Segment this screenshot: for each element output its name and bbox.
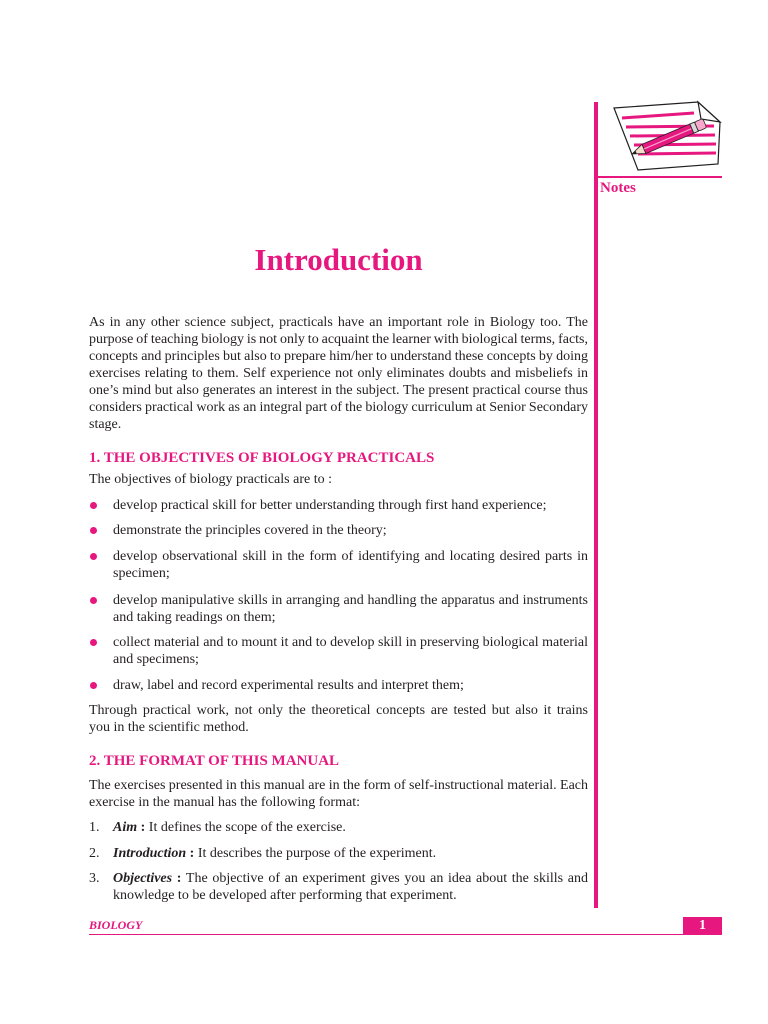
objective-line: specimen; xyxy=(113,565,170,581)
item-number: 2. xyxy=(89,845,100,861)
intro-line: purpose of teaching biology is not only to acquaint the learner with biological terms, facts, xyxy=(89,331,588,347)
item-line: knowledge to be developed after performing that experiment. xyxy=(113,887,457,903)
item-line xyxy=(113,845,588,862)
item-term: Introduction xyxy=(113,845,187,861)
item-text: The objective of an experiment gives you an idea about the skills and xyxy=(185,870,589,886)
item-separator: : xyxy=(176,870,182,886)
objective-line: develop manipulative skills in arranging and handling the apparatus and instruments xyxy=(113,592,588,608)
intro-line: concepts and principles but also to prepare him/her to understand these concepts by doing xyxy=(89,348,588,364)
item-line xyxy=(113,870,588,887)
objective-line: develop observational skill in the form of identifying and locating desired parts in xyxy=(113,548,588,564)
objective-item xyxy=(89,634,588,668)
notepad-pencil-icon xyxy=(598,96,724,178)
objective-line: draw, label and record experimental results and interpret them; xyxy=(113,677,464,693)
section-1-closing xyxy=(89,702,588,736)
footer-rule xyxy=(89,934,722,935)
closing-line: Through practical work, not only the theoretical concepts are tested but also it trains xyxy=(89,702,588,718)
lead-line: The exercises presented in this manual are in the form of self-instructional material. Each xyxy=(89,777,588,793)
intro-line: exercises relating to them. Self experience not only eliminates doubts and misbeliefs in xyxy=(89,365,588,381)
item-separator: : xyxy=(140,819,146,835)
objective-line: collect material and to mount it and to develop skill in preserving biological material xyxy=(113,634,588,650)
bullet-icon xyxy=(90,597,97,604)
format-item xyxy=(89,819,588,836)
objective-line: demonstrate the principles covered in the theory; xyxy=(113,522,387,538)
bullet-icon xyxy=(90,527,97,534)
item-term: Objectives xyxy=(113,870,173,886)
intro-paragraph xyxy=(89,314,588,433)
bullet-icon xyxy=(90,502,97,509)
item-number: 1. xyxy=(89,819,100,835)
section-2-heading: 2. THE FORMAT OF THIS MANUAL xyxy=(89,752,340,769)
intro-line: stage. xyxy=(89,416,122,432)
objective-item xyxy=(89,548,588,582)
intro-line: As in any other science subject, practicals have an important role in Biology too. The xyxy=(89,314,588,330)
item-separator: : xyxy=(189,845,195,861)
objective-line: and specimens; xyxy=(113,651,199,667)
notes-label: Notes xyxy=(600,180,636,196)
notes-rule xyxy=(598,176,722,178)
item-line xyxy=(113,819,588,836)
bullet-icon xyxy=(90,682,97,689)
objective-item xyxy=(89,522,588,539)
footer-subject: BIOLOGY xyxy=(89,918,143,932)
objective-item xyxy=(89,592,588,626)
intro-line: one’s mind but also generates an interest in the subject. The present practical course thus xyxy=(89,382,588,398)
item-text: It describes the purpose of the experiment. xyxy=(197,845,437,861)
section-1-lead: The objectives of biology practicals are to : xyxy=(89,471,332,487)
format-item xyxy=(89,845,588,862)
item-number: 3. xyxy=(89,870,100,886)
item-term: Aim xyxy=(113,819,138,835)
objective-line: develop practical skill for better understanding through first hand experience; xyxy=(113,497,547,513)
bullet-icon xyxy=(90,639,97,646)
lead-line: exercise in the manual has the following format: xyxy=(89,794,360,810)
objective-item xyxy=(89,677,588,694)
section-2-lead xyxy=(89,777,588,811)
bullet-icon xyxy=(90,553,97,560)
objective-item xyxy=(89,497,588,514)
page-number: 1 xyxy=(683,917,722,935)
page-title: Introduction xyxy=(254,242,423,277)
item-text: It defines the scope of the exercise. xyxy=(148,819,346,835)
section-1-heading: 1. THE OBJECTIVES OF BIOLOGY PRACTICALS xyxy=(89,449,435,466)
intro-line: considers practical work as an integral part of the biology curriculum at Senior Secondary xyxy=(89,399,588,415)
margin-vertical-rule xyxy=(594,102,598,908)
objective-line: and taking readings on them; xyxy=(113,609,276,625)
format-item xyxy=(89,870,588,904)
closing-line: you in the scientific method. xyxy=(89,719,249,735)
